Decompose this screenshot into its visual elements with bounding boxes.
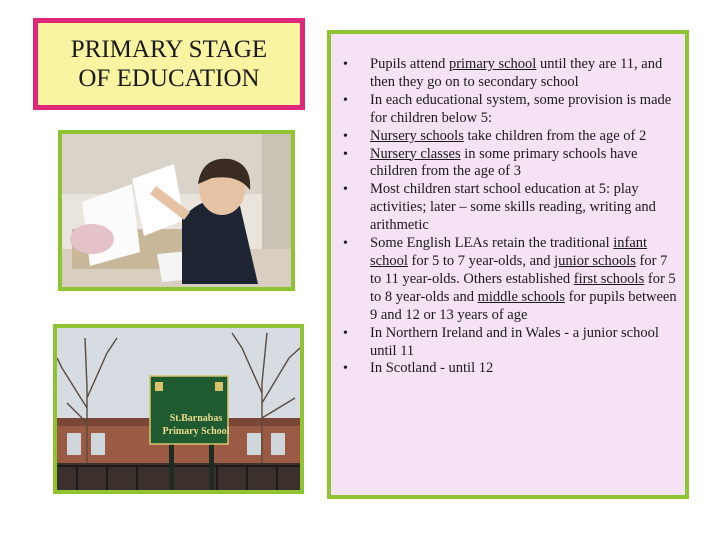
bullet-term: junior schools: [554, 252, 636, 269]
bullet-dot-icon: •: [343, 128, 348, 144]
bullet-text: take children from the age of 2: [463, 127, 647, 144]
bullet-list: [339, 56, 677, 378]
bullet-item: [339, 235, 677, 325]
bullet-item: [339, 92, 677, 128]
bullet-item: [339, 56, 677, 92]
bullet-text: Pupils attend: [370, 56, 449, 72]
bullet-term: primary school: [448, 56, 537, 72]
bullet-term: middle schools: [477, 288, 566, 305]
bullet-text: In each educational system, some provision is made for children below 5:: [370, 91, 672, 126]
bullet-item: [339, 325, 677, 361]
bullet-item: [339, 360, 677, 378]
bullet-term: first schools: [573, 270, 645, 287]
bullet-text: for 7 to 11 year-olds. Others established: [370, 252, 668, 287]
bullet-text: for 5 to 8 year-olds and: [370, 270, 676, 305]
bullet-text: for pupils between 9 and 12 or 13 years of age: [370, 288, 677, 323]
boy-with-papers-image: [62, 134, 291, 287]
bullet-dot-icon: •: [343, 361, 348, 377]
bullet-dot-icon: •: [343, 325, 348, 341]
slide-title: PRIMARY STAGE OF EDUCATION: [33, 18, 305, 110]
bullet-text: for 5 to 7 year-olds, and: [407, 252, 555, 269]
bullet-text: Some English LEAs retain the traditional: [370, 235, 614, 252]
bullet-item: [339, 146, 677, 182]
boy-with-papers-photo: [58, 130, 295, 291]
sign-line-1: St.Barnabas: [169, 413, 223, 424]
school-sign-image: [57, 328, 300, 490]
bullet-term: Nursery schools: [370, 127, 464, 144]
bullet-panel: [327, 30, 689, 499]
bullet-text: in some primary schools have children from the age of 3: [370, 145, 638, 180]
bullet-text: until they are 11, and then they go on to secondary school: [370, 56, 663, 90]
bullet-dot-icon: •: [343, 236, 348, 252]
bullet-text: In Northern Ireland and in Wales - a junior school until 11: [370, 324, 659, 359]
bullet-dot-icon: •: [343, 146, 348, 162]
bullet-text: Most children start school education at 5: play activities; later – some skills reading, writing and arithmetic: [370, 181, 656, 234]
bullet-dot-icon: •: [343, 92, 348, 108]
bullet-dot-icon: •: [343, 182, 348, 198]
bullet-item: [339, 128, 677, 146]
sign-line-2: Primary School: [162, 426, 230, 437]
bullet-term: Nursery classes: [370, 145, 461, 162]
bullet-term: infant school: [370, 235, 648, 269]
bullet-item: [339, 181, 677, 235]
bullet-text: In Scotland - until 12: [370, 360, 494, 377]
school-sign-photo: [53, 324, 304, 494]
bullet-dot-icon: •: [343, 57, 348, 72]
